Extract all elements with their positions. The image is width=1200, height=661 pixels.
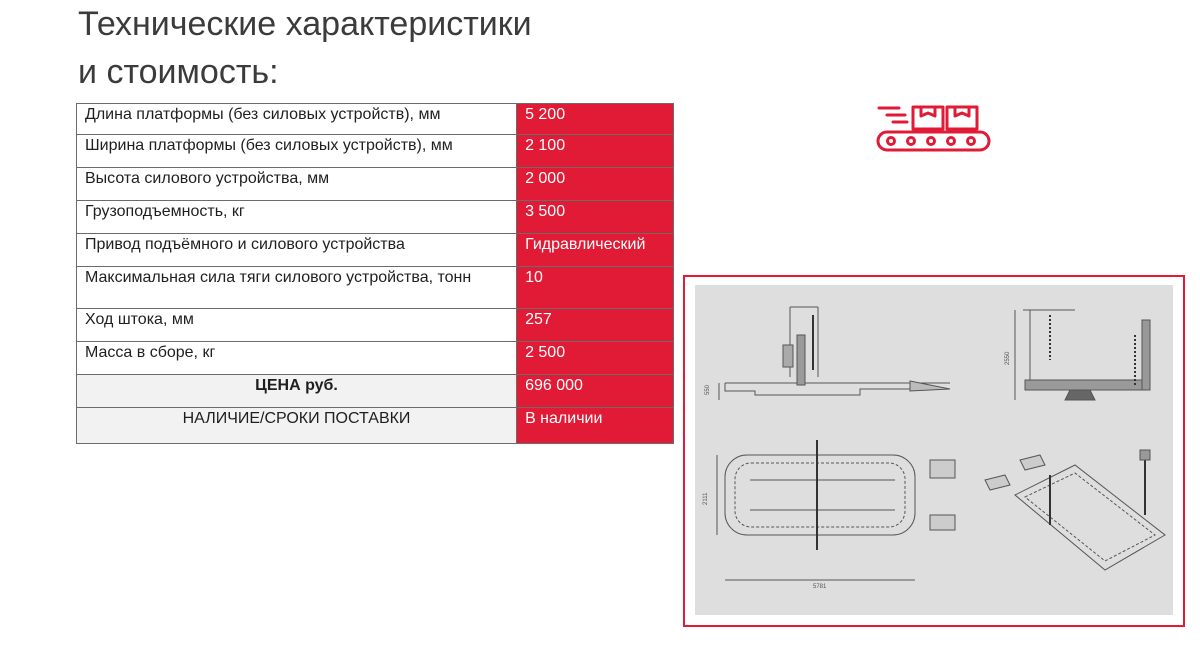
iso-view <box>985 450 1165 570</box>
spec-label: Привод подъёмного и силового устройства <box>77 234 517 267</box>
spec-value: 2 000 <box>517 168 674 201</box>
spec-label: Длина платформы (без силовых устройств), мм <box>77 104 517 135</box>
table-row <box>77 309 674 342</box>
spec-value: 2 500 <box>517 342 674 375</box>
front-view <box>1005 310 1150 400</box>
page-title-line2: и стоимость: <box>78 53 279 91</box>
side-view <box>705 307 950 400</box>
table-row <box>77 267 674 309</box>
spec-label: Ход штока, мм <box>77 309 517 342</box>
spec-label: Масса в сборе, кг <box>77 342 517 375</box>
spec-label: Грузоподъемность, кг <box>77 201 517 234</box>
availability-label: НАЛИЧИЕ/СРОКИ ПОСТАВКИ <box>77 408 517 444</box>
table-row <box>77 104 674 135</box>
spec-label: Ширина платформы (без силовых устройств), мм <box>77 135 517 168</box>
table-row <box>77 168 674 201</box>
table-row <box>77 234 674 267</box>
dim-side-height: 550 <box>705 384 711 395</box>
table-row <box>77 342 674 375</box>
technical-drawing <box>695 285 1173 615</box>
spec-value: 10 <box>517 267 674 309</box>
page-title-line1: Технические характеристики <box>78 5 532 43</box>
availability-value: В наличии <box>517 408 674 444</box>
specs-table <box>76 103 674 444</box>
drawing-svg <box>695 285 1173 615</box>
spec-label: Максимальная сила тяги силового устройства, тонн <box>77 267 517 309</box>
availability-row <box>77 408 674 444</box>
table-row <box>77 201 674 234</box>
table-row <box>77 135 674 168</box>
spec-value: Гидравлический <box>517 234 674 267</box>
price-row <box>77 375 674 408</box>
price-label: ЦЕНА руб. <box>77 375 517 408</box>
technical-drawing-frame <box>683 275 1185 627</box>
page-title <box>78 0 532 96</box>
spec-label: Высота силового устройства, мм <box>77 168 517 201</box>
dim-width: 2111 <box>703 492 709 505</box>
dim-front-height: 2550 <box>1005 351 1011 365</box>
spec-value: 5 200 <box>517 104 674 135</box>
spec-value: 3 500 <box>517 201 674 234</box>
price-value: 696 000 <box>517 375 674 408</box>
conveyor-boxes-icon <box>875 104 993 154</box>
dim-length: 5781 <box>813 584 827 590</box>
top-view <box>703 440 955 590</box>
spec-value: 257 <box>517 309 674 342</box>
spec-value: 2 100 <box>517 135 674 168</box>
